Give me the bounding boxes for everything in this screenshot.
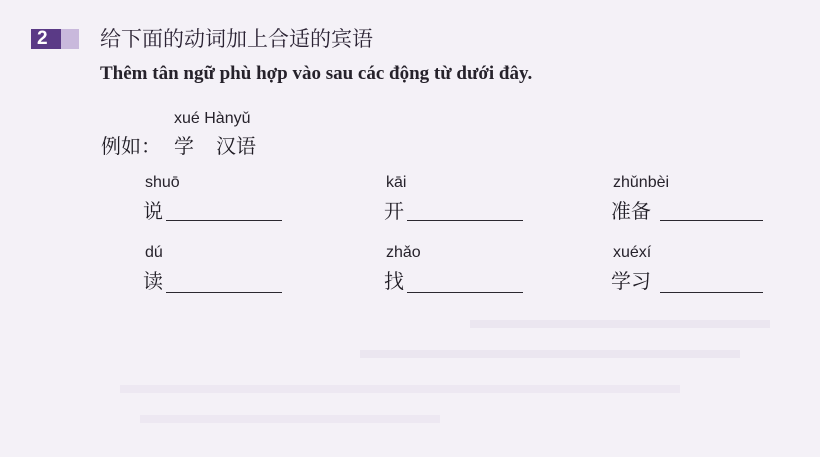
item-hanzi: 开	[384, 199, 404, 223]
item-pinyin: kāi	[386, 174, 407, 191]
item-hanzi: 准备	[611, 199, 651, 223]
answer-blank[interactable]	[407, 292, 523, 293]
example-label: 例如：	[101, 134, 161, 158]
item-hanzi: 找	[384, 269, 404, 293]
item-pinyin: zhǎo	[386, 244, 421, 261]
example-object: 汉语	[216, 134, 256, 158]
answer-blank[interactable]	[660, 292, 763, 293]
exercise-number-badge	[31, 29, 79, 49]
answer-blank[interactable]	[660, 220, 763, 221]
item-pinyin: shuō	[145, 174, 180, 191]
item-hanzi: 学习	[611, 269, 651, 293]
item-hanzi: 说	[143, 199, 163, 223]
answer-blank[interactable]	[166, 220, 282, 221]
item-pinyin: xuéxí	[613, 244, 652, 261]
item-hanzi: 读	[143, 269, 163, 293]
example-verb: 学	[174, 134, 194, 158]
item-pinyin: dú	[145, 244, 163, 261]
answer-blank[interactable]	[407, 220, 523, 221]
answer-blank[interactable]	[166, 292, 282, 293]
exercise-title: 给下面的动词加上合适的宾语	[100, 27, 373, 51]
exercise-number: 2	[37, 28, 48, 49]
example-pinyin: xué Hànyǔ	[174, 110, 251, 127]
item-pinyin: zhǔnbèi	[613, 174, 670, 191]
exercise-subtitle: Thêm tân ngữ phù hợp vào sau các động từ dưới đây.	[100, 63, 533, 84]
